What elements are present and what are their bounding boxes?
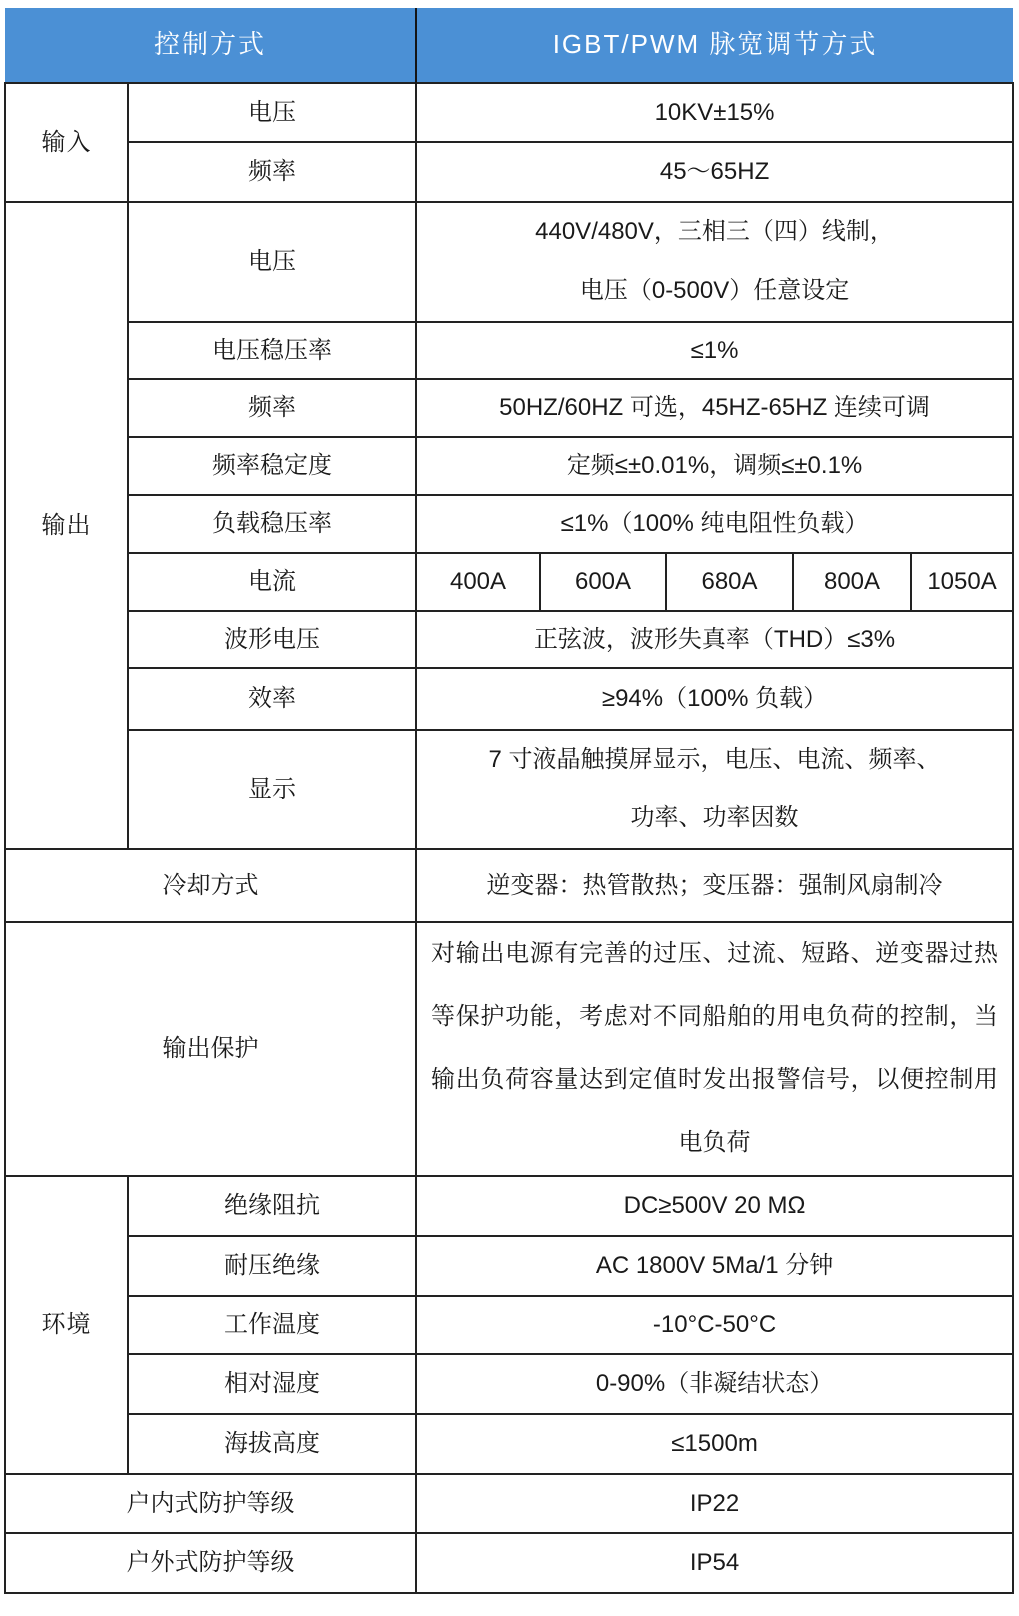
current-option-600a: 600A bbox=[540, 553, 666, 611]
row-working-temperature bbox=[5, 1296, 1013, 1354]
relative-humidity-value: 0-90%（非凝结状态） bbox=[416, 1354, 1013, 1414]
spec-sheet bbox=[4, 8, 1014, 1594]
section-label-output: 输出 bbox=[5, 202, 128, 849]
withstand-voltage-value: AC 1800V 5Ma/1 分钟 bbox=[416, 1236, 1013, 1296]
row-altitude bbox=[5, 1414, 1013, 1474]
outdoor-rating-label: 户外式防护等级 bbox=[5, 1533, 416, 1593]
working-temperature-value: -10°C-50°C bbox=[416, 1296, 1013, 1354]
insulation-impedance-value: DC≥500V 20 MΩ bbox=[416, 1176, 1013, 1236]
cooling-value: 逆变器：热管散热；变压器：强制风扇制冷 bbox=[416, 849, 1013, 922]
indoor-rating-label: 户内式防护等级 bbox=[5, 1474, 416, 1533]
display-label: 显示 bbox=[128, 730, 416, 850]
input-voltage-label: 电压 bbox=[128, 83, 416, 142]
display-line2: 功率、功率因数 bbox=[630, 804, 799, 832]
voltage-regulation-label: 电压稳压率 bbox=[128, 322, 416, 379]
input-voltage-value: 10KV±15% bbox=[416, 83, 1013, 142]
spec-table bbox=[4, 8, 1014, 1594]
row-output-frequency bbox=[5, 379, 1013, 437]
section-label-input: 输入 bbox=[5, 83, 128, 202]
row-efficiency bbox=[5, 668, 1013, 730]
row-input-frequency bbox=[5, 142, 1013, 202]
row-output-current bbox=[5, 553, 1013, 611]
output-voltage-value bbox=[416, 202, 1013, 322]
table-header-row bbox=[5, 8, 1013, 83]
output-protection-value: 对输出电源有完善的过压、过流、短路、逆变器过热等保护功能，考虑对不同船舶的用电负荷的控制，当输出负荷容量达到定值时发出报警信号，以便控制用电负荷 bbox=[416, 922, 1013, 1176]
output-frequency-label: 频率 bbox=[128, 379, 416, 437]
display-line1: 7 寸液晶触摸屏显示，电压、电流、频率、 bbox=[488, 745, 941, 773]
input-frequency-value: 45～65HZ bbox=[416, 142, 1013, 202]
working-temperature-label: 工作温度 bbox=[128, 1296, 416, 1354]
section-label-environment: 环境 bbox=[5, 1176, 128, 1474]
output-current-label: 电流 bbox=[128, 553, 416, 611]
altitude-label: 海拔高度 bbox=[128, 1414, 416, 1474]
output-protection-label: 输出保护 bbox=[5, 922, 416, 1176]
row-input-voltage bbox=[5, 83, 1013, 142]
relative-humidity-label: 相对湿度 bbox=[128, 1354, 416, 1414]
header-regulation-mode: IGBT/PWM 脉宽调节方式 bbox=[416, 8, 1013, 83]
row-voltage-regulation bbox=[5, 322, 1013, 379]
row-output-voltage bbox=[5, 202, 1013, 322]
row-frequency-stability bbox=[5, 437, 1013, 495]
output-voltage-label: 电压 bbox=[128, 202, 416, 322]
frequency-stability-label: 频率稳定度 bbox=[128, 437, 416, 495]
cooling-label: 冷却方式 bbox=[5, 849, 416, 922]
output-frequency-value: 50HZ/60HZ 可选，45HZ-65HZ 连续可调 bbox=[416, 379, 1013, 437]
altitude-value: ≤1500m bbox=[416, 1414, 1013, 1474]
current-option-680a: 680A bbox=[666, 553, 793, 611]
efficiency-label: 效率 bbox=[128, 668, 416, 730]
row-waveform-voltage bbox=[5, 611, 1013, 668]
row-relative-humidity bbox=[5, 1354, 1013, 1414]
withstand-voltage-label: 耐压绝缘 bbox=[128, 1236, 416, 1296]
current-option-800a: 800A bbox=[793, 553, 911, 611]
row-withstand-voltage bbox=[5, 1236, 1013, 1296]
row-indoor-rating bbox=[5, 1474, 1013, 1533]
output-voltage-line2: 电压（0-500V）任意设定 bbox=[579, 276, 850, 304]
row-output-protection bbox=[5, 922, 1013, 1176]
frequency-stability-value: 定频≤±0.01%，调频≤±0.1% bbox=[416, 437, 1013, 495]
waveform-voltage-label: 波形电压 bbox=[128, 611, 416, 668]
insulation-impedance-label: 绝缘阻抗 bbox=[128, 1176, 416, 1236]
current-option-1050a: 1050A bbox=[911, 553, 1013, 611]
voltage-regulation-value: ≤1% bbox=[416, 322, 1013, 379]
row-cooling bbox=[5, 849, 1013, 922]
display-value bbox=[416, 730, 1013, 850]
row-load-regulation bbox=[5, 495, 1013, 553]
output-voltage-line1: 440V/480V，三相三（四）线制， bbox=[535, 218, 894, 245]
load-regulation-value: ≤1%（100% 纯电阻性负载） bbox=[416, 495, 1013, 553]
waveform-voltage-value: 正弦波，波形失真率（THD）≤3% bbox=[416, 611, 1013, 668]
current-option-400a: 400A bbox=[416, 553, 540, 611]
row-insulation-impedance bbox=[5, 1176, 1013, 1236]
efficiency-value: ≥94%（100% 负载） bbox=[416, 668, 1013, 730]
indoor-rating-value: IP22 bbox=[416, 1474, 1013, 1533]
input-frequency-label: 频率 bbox=[128, 142, 416, 202]
header-control-mode: 控制方式 bbox=[5, 8, 416, 83]
row-outdoor-rating bbox=[5, 1533, 1013, 1593]
row-display bbox=[5, 730, 1013, 850]
outdoor-rating-value: IP54 bbox=[416, 1533, 1013, 1593]
load-regulation-label: 负载稳压率 bbox=[128, 495, 416, 553]
